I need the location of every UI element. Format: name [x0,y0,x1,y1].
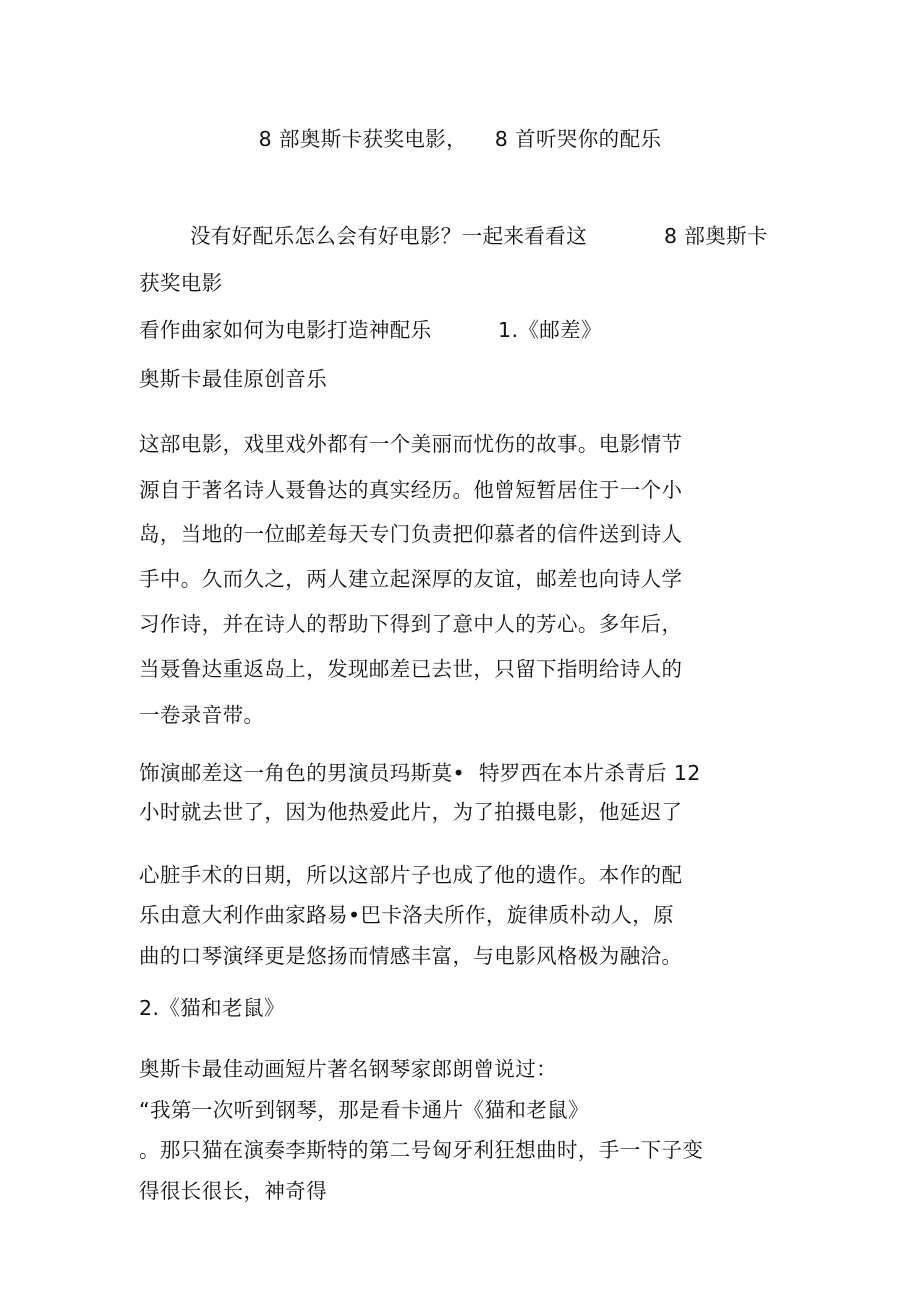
document-title: 8 部奥斯卡获奖电影， 8 首听哭你的配乐 [258,127,662,151]
section1-paragraph3-line: 心脏手术的日期，所以这部片子也成了他的遗作。本作的配 [139,863,683,887]
section1-paragraph-line: 这部电影，戏里戏外都有一个美丽而忧伤的故事。电影情节 [139,432,683,456]
intro-line-1b: 8 部奥斯卡 [664,224,768,248]
section1-paragraph3-line: 曲的口琴演绎更是悠扬而情感丰富，与电影风格极为融洽。 [139,944,683,968]
section2-line: 。那只猫在演奏李斯特的第二号匈牙利狂想曲时，手一下子变 [139,1138,704,1162]
section2-line: 奥斯卡最佳动画短片著名钢琴家郎朗曾说过： [139,1057,557,1081]
intro-line-1a: 没有好配乐怎么会有好电影？一起来看看这 [190,224,588,248]
intro-line-3a: 看作曲家如何为电影打造神配乐 [139,318,432,342]
section1-paragraph-line: 源自于著名诗人聂鲁达的真实经历。他曾短暂居住于一个小 [139,478,683,502]
section1-paragraph-line: 习作诗，并在诗人的帮助下得到了意中人的芳心。多年后， [139,612,683,636]
section1-paragraph2-line: 饰演邮差这一角色的男演员玛斯莫• 特罗西在本片杀青后 12 [139,761,701,785]
section1-paragraph-line: 一卷录音带。 [139,703,265,727]
intro-line-4: 奥斯卡最佳原创音乐 [139,367,328,391]
section2-line: “我第一次听到钢琴，那是看卡通片《猫和老鼠》 [139,1098,589,1122]
section2-line: 得很长很长，神奇得 [139,1179,328,1203]
section1-paragraph2-line: 小时就去世了，因为他热爱此片，为了拍摄电影，他延迟了 [139,800,683,824]
section1-paragraph-line: 手中。久而久之，两人建立起深厚的友谊，邮差也向诗人学 [139,567,683,591]
section1-paragraph-line: 当聂鲁达重返岛上，发现邮差已去世，只留下指明给诗人的 [139,657,683,681]
intro-line-2: 获奖电影 [139,271,223,295]
section1-paragraph3-line: 乐由意大利作曲家路易•巴卡洛夫所作，旋律质朴动人，原 [139,903,674,927]
section1-paragraph-line: 岛，当地的一位邮差每天专门负责把仰慕者的信件送到诗人 [139,522,683,546]
intro-line-3b: 1.《邮差》 [498,318,602,342]
section2-heading: 2.《猫和老鼠》 [139,996,285,1020]
